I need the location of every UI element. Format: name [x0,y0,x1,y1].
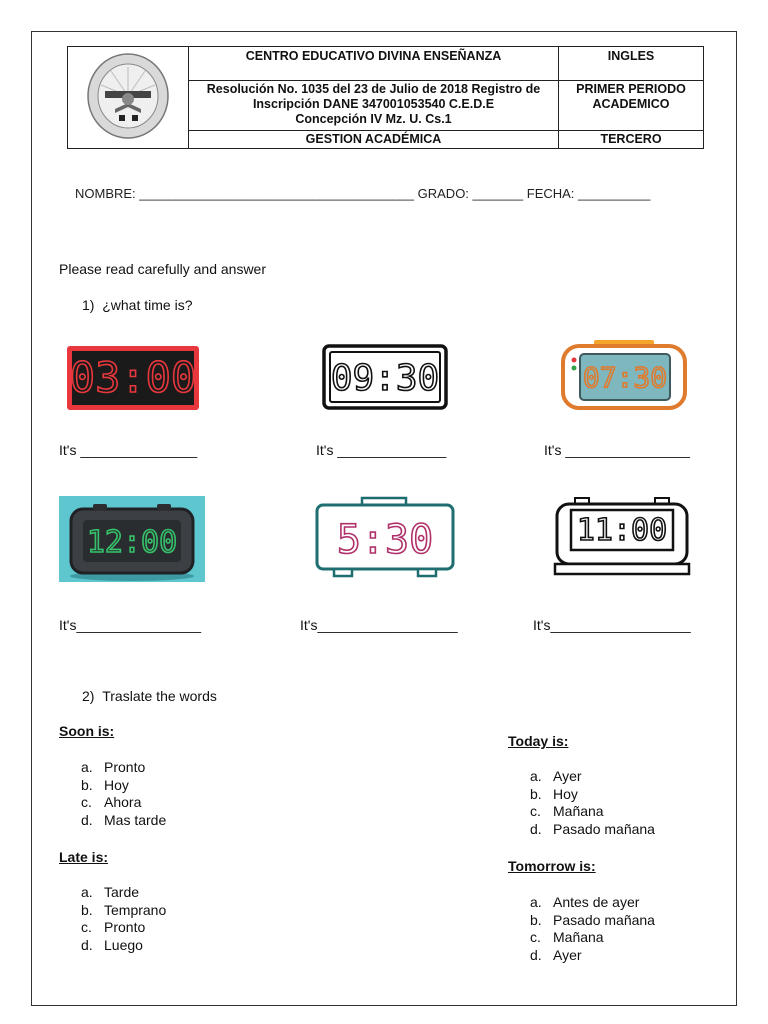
period-line-2: ACADEMICO [592,97,670,111]
digital-clock-1 [66,345,200,411]
group-title-tomorrow: Tomorrow is: [508,858,596,874]
resolution-line-2: Inscripción DANE 347001053540 C.E.D.E [252,97,495,111]
option[interactable]: c. Mañana [530,929,604,945]
clock-2-time: 09:30 [330,358,440,399]
answer-line-5: It's__________________ [300,617,458,633]
grade-label: TERCERO [559,131,704,149]
header-table [67,46,704,149]
answer-line-2: It's ______________ [316,442,447,458]
option[interactable]: a. Pronto [81,759,146,775]
options-today [530,768,655,838]
school-logo-cell [68,47,189,149]
question-2-number: 2) [82,688,95,704]
option[interactable]: c. Mañana [530,803,604,819]
group-title-late: Late is: [59,849,109,865]
question-1-number: 1) [82,297,95,313]
answer-line-4: It's________________ [59,617,202,633]
school-name: CENTRO EDUCATIVO DIVINA ENSEÑANZA [189,47,559,81]
option[interactable]: d. Ayer [530,946,582,963]
digital-clock-2 [322,344,448,410]
question-1 [82,297,192,313]
clock-4-time: 12:00 [86,525,178,560]
clock-1-time: 03:00 [69,353,197,402]
option[interactable]: a. Antes de ayer [530,894,640,910]
question-2-text: Traslate the words [102,688,217,704]
digital-clock-3 [560,338,688,412]
digital-clock-5 [314,496,456,580]
management-label: GESTION ACADÉMICA [189,131,559,149]
option[interactable]: b. Hoy [81,776,129,793]
digital-clock-4 [59,496,205,582]
answer-line-3: It's ________________ [544,442,690,458]
student-info-line: NOMBRE: ______________________________________ GRADO: _______ FECHA: __________ [75,186,651,201]
options-soon [81,759,166,829]
option[interactable]: a. Tarde [81,884,140,900]
clock-5-time: 5:30 [336,517,434,563]
period-text [559,81,704,131]
group-title-today: Today is: [508,733,569,749]
resolution-line-1: Resolución No. 1035 del 23 de Julio de 2018 Registro de [206,82,541,96]
option[interactable]: d. Luego [81,936,143,953]
option[interactable]: d. Mas tarde [81,811,167,828]
option[interactable]: b. Pasado mañana [530,911,655,928]
group-title-soon: Soon is: [59,723,115,739]
option[interactable]: c. Ahora [81,794,142,810]
option[interactable]: c. Pronto [81,919,146,935]
answer-line-1: It's _______________ [59,442,198,458]
resolution-line-3: Concepción IV Mz. U. Cs.1 [295,112,452,126]
options-tomorrow [530,894,655,964]
clock-3-time: 07:30 [582,361,668,394]
period-line-1: PRIMER PERIODO [576,82,686,96]
digital-clock-6 [553,496,691,580]
options-late [81,884,166,954]
instruction-text: Please read carefully and answer [59,261,267,277]
clock-6-time: 11:00 [576,513,668,548]
answer-line-6: It's__________________ [533,617,691,633]
option[interactable]: d. Pasado mañana [530,820,655,837]
option[interactable]: a. Ayer [530,768,582,784]
option[interactable]: b. Temprano [81,901,167,918]
question-1-text: ¿what time is? [102,297,193,313]
question-2 [82,688,217,704]
subject-name: INGLES [559,47,704,81]
option[interactable]: b. Hoy [530,785,578,802]
school-seal-icon [85,51,171,141]
resolution-text [189,81,559,131]
